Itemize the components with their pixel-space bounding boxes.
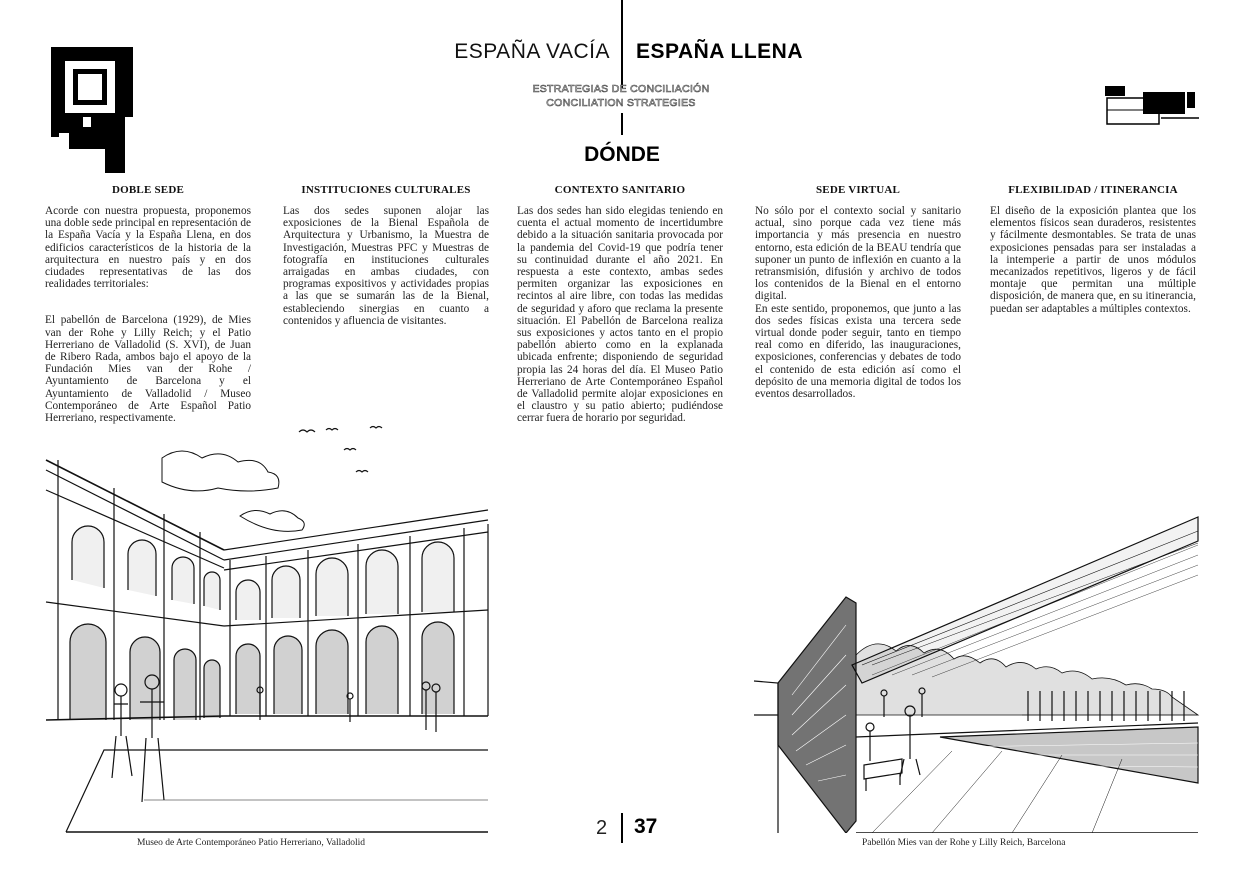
column-paragraph: El pabellón de Barcelona (1929), de Mies van der Rohe y Lilly Reich; y el Patio Herreriano de Valladolid (S. XVI), de Juan de Ribero Rada, ambos bajo el apoyo de la Fundación Mies van der Rohe / Ayuntamiento de Barcelona y el Ayuntamiento de Valladolid / Museo Contemporáneo de Arte Español Patio Herreriano, respectivamente.: [45, 314, 251, 425]
mies-pavilion-plan-logo: [1105, 82, 1200, 128]
column-sede-virtual: [755, 183, 961, 400]
column-paragraph: En este sentido, proponemos, que junto a las dos sedes físicas exista una tercera sede virtual donde poder seguir, tanto en tiempo real como en diferido, las inauguraciones, exposiciones, conferencias y debates de todo el contenido de esta edición así como el depósito de una memoria digital de todos los eventos desarrollados.: [755, 302, 961, 401]
column-paragraph: No sólo por el contexto social y sanitario actual, sino porque cada vez tiene más importancia y más presencia en nuestro entorno, esta edición de la BEAU tendría que suponer un punto de inflexión en cuanto a la retransmisión, difusión y archivo de todos los contenidos de la Bienal en el entorno digital.: [755, 205, 961, 303]
column-paragraph: Las dos sedes suponen alojar las exposiciones de la Bienal Española de Arquitectura y Urbanismo, la Muestra de Investigación, Muestras PFC y Muestras de fotografía en instituciones culturales arraigadas en ambas ciudades, con programas expositivos y actividades propias a las que se sumarán las de la Bienal, estableciendo sinergias en cuanto a contenidos y afluencia de visitantes.: [283, 205, 489, 327]
column-heading: INSTITUCIONES CULTURALES: [301, 184, 471, 196]
column-paragraph: Acorde con nuestra propuesta, proponemos una doble sede principal en representación de la España Vacía y la España Llena, en dos edificios característicos de la historia de la arquitectura en nuestro país y en dos ciudades representativas de las dos realidades territoriales:: [45, 205, 251, 291]
subtitle-es: ESTRATEGIAS DE CONCILIACIÓN: [532, 83, 710, 95]
column-paragraph: Las dos sedes han sido elegidas teniendo en cuenta el actual momento de incertidumbre debido a la situación sanitaria provocada por la pandemia del Covid-19 que podría tener su continuidad durante el año 2021. En respuesta a este contexto, ambas sedes permiten organizar las exposiciones en recintos al aire libre, con todas las medidas de seguridad y aforo que reclama la presente situación. El Pabellón de Barcelona realiza sus exposiciones y actos tanto en el propio pabellón abierto como en la explanada ubicada enfrente; disponiendo de seguridad propia las 24 horas del día. El Museo Patio Herreriano de Arte Contemporáneo Español de Valladolid permite alojar exposiciones en el claustro y su patio abierto; pudiéndose cerrar fuera de horario por seguridad.: [517, 205, 723, 425]
center-divider-bottom: [621, 813, 623, 843]
column-paragraph: El diseño de la exposición plantea que los elementos físicos sean duraderos, resistentes y fácilmente desmontables. Se trata de unas exposiciones pensadas para ser instaladas a la intemperie a partir de unos módulos mecanizados repetitivos, ligeros y de fácil montaje que permitan una múltiple disposición, de manera que, en su itinerancia, puedan ser adaptables a múltiples contextos.: [990, 205, 1196, 315]
column-heading: DOBLE SEDE: [112, 184, 184, 196]
column-heading: CONTEXTO SANITARIO: [554, 184, 686, 196]
subtitle: [521, 82, 721, 110]
center-divider-top: [621, 0, 623, 88]
column-heading: SEDE VIRTUAL: [815, 184, 901, 196]
center-divider-mid: [621, 113, 623, 135]
page-number-right: 37: [634, 815, 658, 838]
subtitle-en: CONCILIATION STRATEGIES: [546, 97, 696, 109]
barcelona-pavilion-sketch: [752, 515, 1200, 833]
image-caption-left: Museo de Arte Contemporáneo Patio Herreriano, Valladolid: [137, 838, 366, 848]
title-espana-llena: ESPAÑA LLENA: [636, 40, 804, 63]
image-caption-right: Pabellón Mies van der Rohe y Lilly Reich, Barcelona: [862, 838, 1066, 848]
column-instituciones-culturales: [283, 183, 489, 327]
column-heading: FLEXIBILIDAD / ITINERANCIA: [1008, 184, 1178, 196]
column-doble-sede: [45, 183, 251, 424]
title-espana-vacia: ESPAÑA VACÍA: [454, 40, 610, 63]
column-contexto-sanitario: [517, 183, 723, 425]
patio-herreriano-sketch: [44, 420, 492, 835]
column-flexibilidad-itinerancia: [990, 183, 1196, 315]
page-number-left: 2: [596, 817, 608, 839]
section-title: DÓNDE: [584, 143, 660, 166]
